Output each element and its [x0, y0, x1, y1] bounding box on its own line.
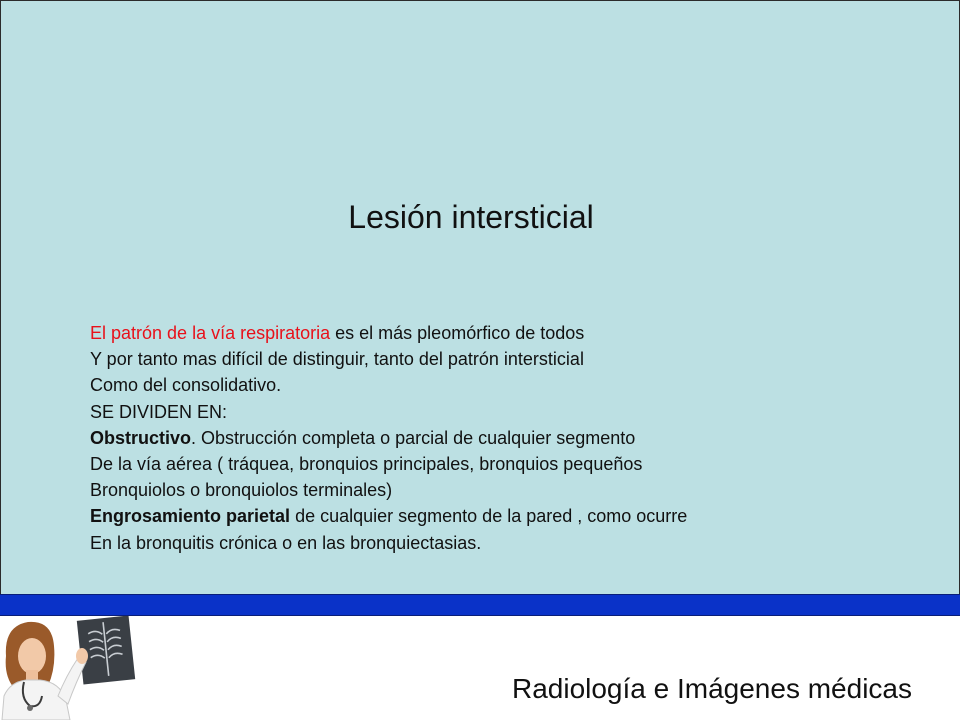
doctor-xray-illustration [0, 616, 160, 720]
slide-title: Lesión intersticial [348, 199, 594, 235]
footer-caption: Radiología e Imágenes médicas [511, 673, 912, 704]
body-line-7: Bronquiolos o bronquiolos terminales) [90, 480, 393, 501]
bold-term-obstructivo: Obstructivo [90, 427, 192, 448]
body-line-2: Y por tanto mas difícil de distinguir, tanto del patrón intersticial [90, 349, 584, 370]
footer-band [0, 594, 960, 616]
body-line-text: . Obstrucción completa o parcial de cualquier segmento [191, 427, 636, 448]
highlighted-phrase: El patrón de la vía respiratoria [90, 323, 331, 343]
body-text [90, 320, 930, 556]
body-line-8 [90, 503, 930, 529]
body-line-4: SE DIVIDEN EN: [90, 401, 228, 422]
body-line-text: de cualquier segmento de la pared , como ocurre [290, 506, 688, 527]
body-line-6: De la vía aérea ( tráquea, bronquios principales, bronquios pequeños [90, 454, 643, 475]
bold-term-engrosamiento: Engrosamiento parietal [90, 506, 291, 527]
body-line-3: Como del consolidativo. [90, 375, 282, 396]
body-line-9: En la bronquitis crónica o en las bronquiectasias. [90, 532, 482, 553]
body-line-5 [90, 425, 930, 451]
body-line-1 [90, 320, 930, 346]
body-line-text: es el más pleomórfico de todos [330, 323, 585, 343]
